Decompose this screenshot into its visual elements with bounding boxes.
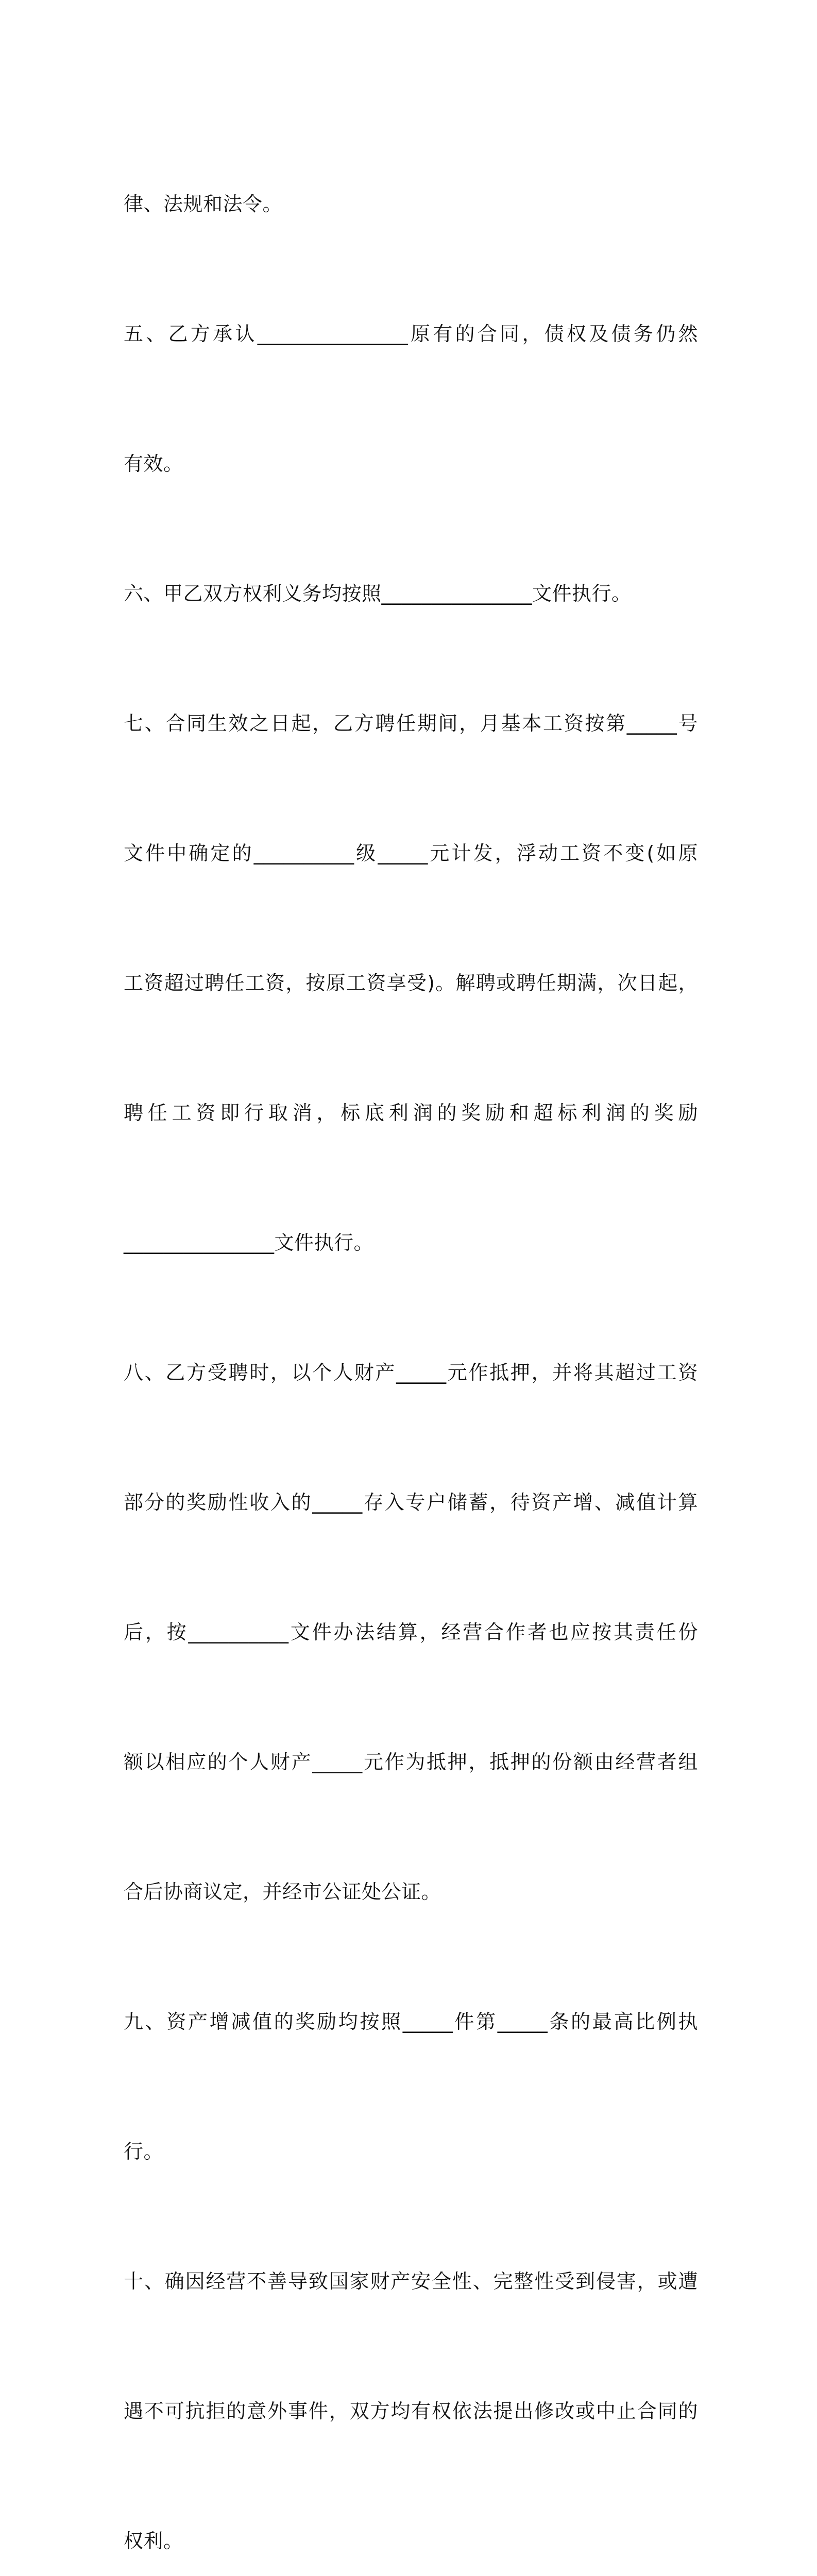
text-line: 聘任工资即行取消，标底利润的奖励和超标利润的奖励 [124,1101,698,1124]
text-line: 七、合同生效之日起，乙方聘任期间，月基本工资按第_____号 [124,712,698,735]
text-line: _______________文件执行。 [124,1231,374,1254]
text-line: 六、甲乙双方权利义务均按照_______________文件执行。 [124,582,632,605]
text-line: 额以相应的个人财产_____元作为抵押，抵押的份额由经营者组 [124,1751,698,1773]
text-line: 权利。 [124,2530,183,2552]
contract-body [124,96,698,2576]
text-line: 合后协商议定，并经市公证处公证。 [124,1880,441,1903]
text-line: 部分的奖励性收入的_____存入专户储蓄，待资产增、减值计算 [124,1491,698,1514]
text-line: 有效。 [124,452,183,475]
text-line: 行。 [124,2140,164,2163]
text-line: 后，按__________文件办法结算，经营合作者也应按其责任份 [124,1621,698,1643]
text-line: 工资超过聘任工资，按原工资享受)。解聘或聘任期满，次日起， [124,972,698,994]
text-line: 文件中确定的__________级_____元计发，浮动工资不变(如原 [124,842,698,865]
text-line: 九、资产增减值的奖励均按照_____件第_____条的最高比例执 [124,2010,698,2033]
text-line: 五、乙方承认_______________原有的合同，债权及债务仍然 [124,323,698,345]
text-line: 十、确因经营不善导致国家财产安全性、完整性受到侵害，或遭 [124,2270,698,2293]
text-line: 遇不可抗拒的意外事件，双方均有权依法提出修改或中止合同的 [124,2400,698,2422]
text-line: 八、乙方受聘时，以个人财产_____元作抵押，并将其超过工资 [124,1361,698,1384]
text-line: 律、法规和法令。 [124,193,283,215]
